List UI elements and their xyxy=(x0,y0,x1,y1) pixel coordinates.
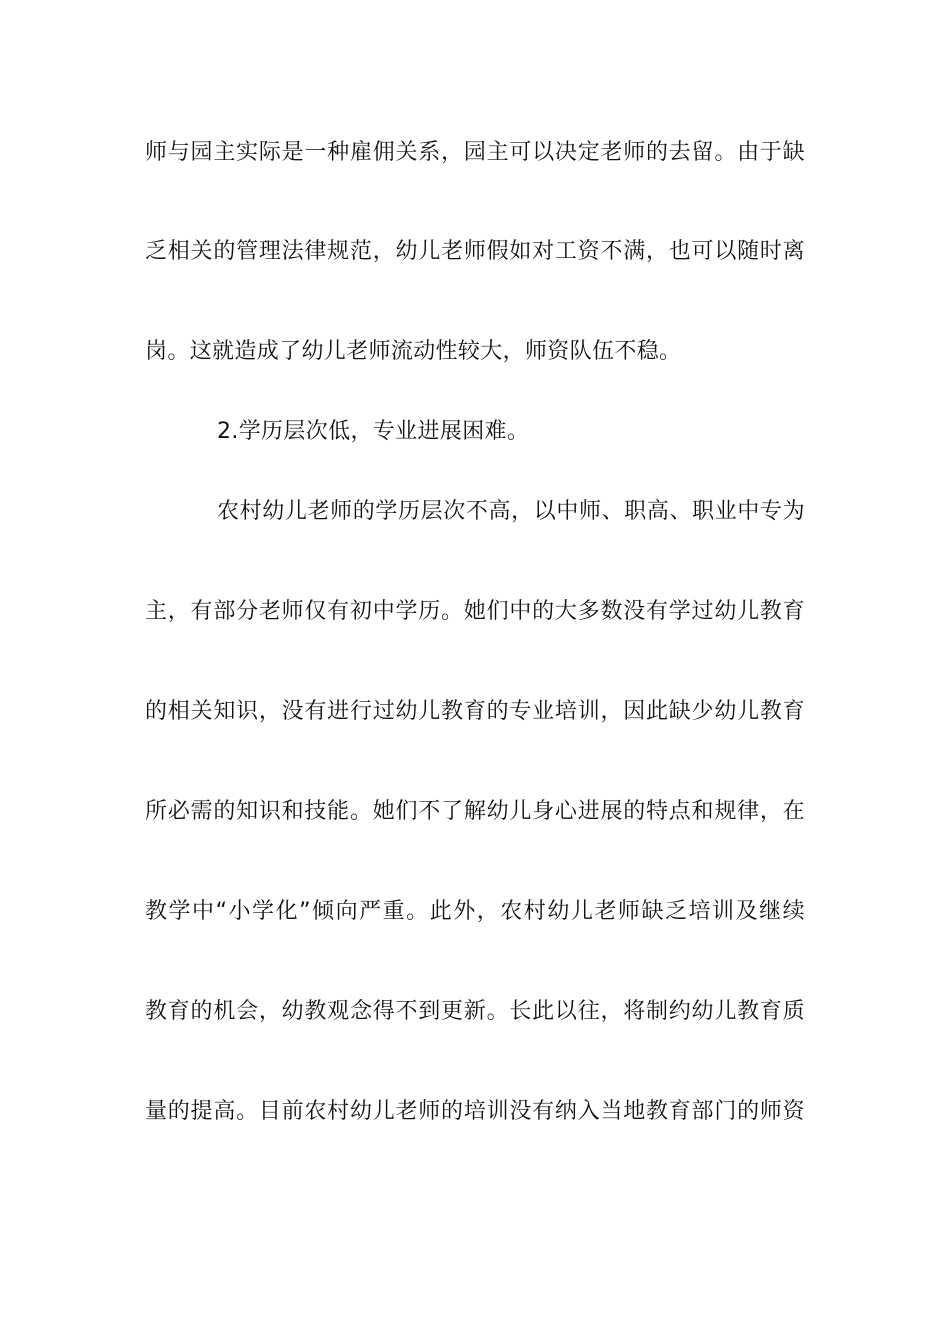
paragraph-line-7: 的相关知识，没有进行过幼儿教育的专业培训，因此缺少幼儿教育 xyxy=(145,699,805,724)
paragraph-line-1: 师与园主实际是一种雇佣关系，园主可以决定老师的去留。由于缺 xyxy=(145,140,805,165)
paragraph-line-11: 量的提高。目前农村幼儿老师的培训没有纳入当地教育部门的师资 xyxy=(145,1099,805,1124)
section-heading: 2.学历层次低，专业进展困难。 xyxy=(217,419,530,444)
paragraph-line-5: 农村幼儿老师的学历层次不高，以中师、职高、职业中专为 xyxy=(217,499,805,524)
paragraph-line-2: 乏相关的管理法律规范，幼儿老师假如对工资不满，也可以随时离 xyxy=(145,239,805,264)
paragraph-line-3: 岗。这就造成了幼儿老师流动性较大，师资队伍不稳。 xyxy=(145,339,682,364)
paragraph-line-6: 主，有部分老师仅有初中学历。她们中的大多数没有学过幼儿教育 xyxy=(145,599,805,624)
paragraph-line-8: 所必需的知识和技能。她们不了解幼儿身心进展的特点和规律，在 xyxy=(145,799,805,824)
paragraph-line-10: 教育的机会，幼教观念得不到更新。长此以往，将制约幼儿教育质 xyxy=(145,999,805,1024)
paragraph-line-9: 教学中“小学化”倾向严重。此外，农村幼儿老师缺乏培训及继续 xyxy=(145,899,805,924)
